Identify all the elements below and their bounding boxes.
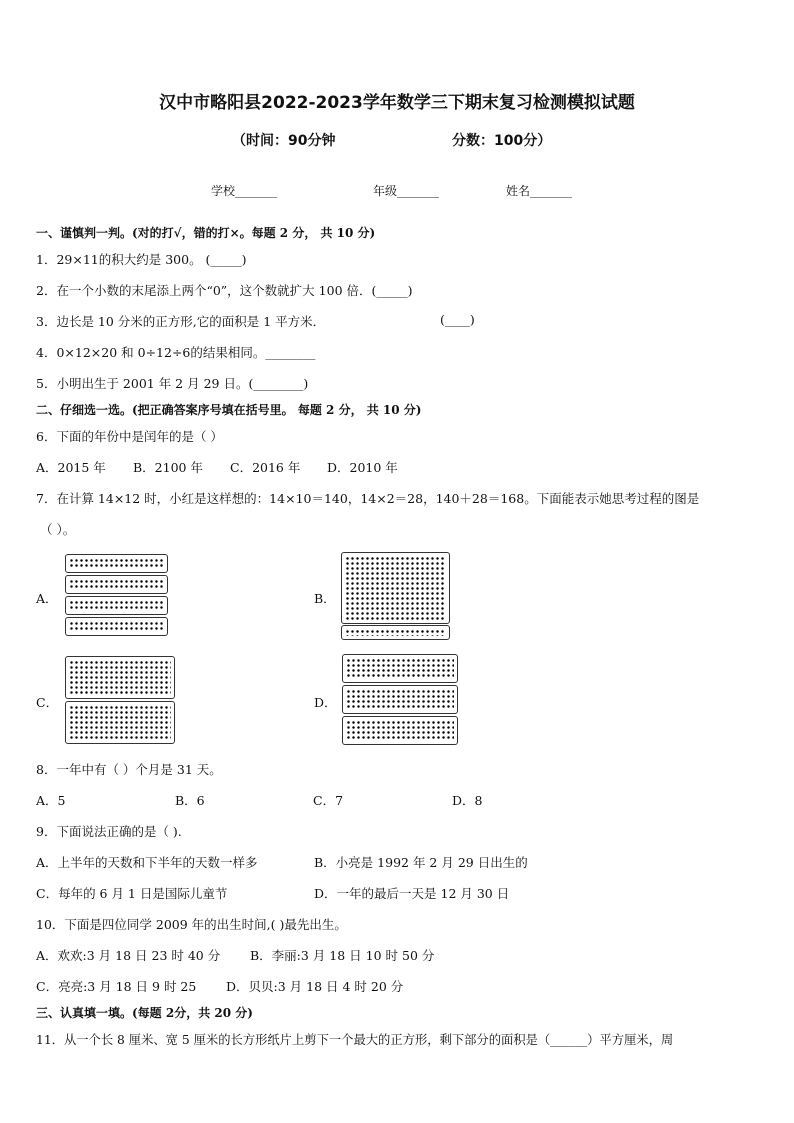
q9-option-d: D．一年的最后一天是 12 月 30 日	[314, 886, 510, 901]
q6-option-d: D．2010 年	[327, 460, 398, 475]
q9-option-c: C．每年的 6 月 1 日是国际儿童节	[36, 886, 228, 901]
exam-time: （时间：90分钟	[232, 133, 336, 149]
q10-option-b: B．李丽:3 月 18 日 10 时 50 分	[250, 948, 435, 963]
q10-option-d: D．贝贝:3 月 18 日 4 时 20 分	[226, 979, 404, 994]
q8-option-a: A．5	[36, 793, 66, 808]
q8-option-b: B．6	[175, 793, 205, 808]
q7-label-b: B．	[314, 591, 336, 606]
q9-option-b: B．小亮是 1992 年 2 月 29 日出生的	[314, 855, 528, 870]
dot-block	[65, 656, 175, 699]
dot-block	[342, 716, 458, 745]
question-4: 4．0×12×20 和 0÷12÷6的结果相同。________	[36, 345, 316, 360]
question-1: 1．29×11的积大约是 300。 (_____)	[36, 252, 247, 267]
question-9: 9．下面说法正确的是（ ).	[36, 824, 182, 839]
question-3-blank: (____)	[440, 312, 475, 327]
q10-option-a: A．欢欢:3 月 18 日 23 时 40 分	[36, 948, 221, 963]
dot-block	[342, 654, 458, 683]
q6-option-b: B．2100 年	[133, 460, 203, 475]
q6-option-c: C．2016 年	[230, 460, 301, 475]
q10-option-c: C．亮亮:3 月 18 日 9 时 25	[36, 979, 197, 994]
question-7: 7．在计算 14×12 时，小红是这样想的：14×10＝140，14×2＝28，140＋28＝168。下面能表示她思考过程的图是	[36, 491, 700, 506]
dot-strip	[65, 575, 168, 594]
question-6: 6．下面的年份中是闰年的是（ ）	[36, 429, 223, 444]
q9-option-a: A．上半年的天数和下半年的天数一样多	[36, 855, 258, 870]
school-field: 学校_______	[211, 184, 278, 198]
question-5: 5．小明出生于 2001 年 2 月 29 日。(________)	[36, 376, 309, 391]
dot-block	[341, 552, 450, 624]
section3-heading: 三、认真填一填。(每题 2分，共 20 分)	[36, 1006, 253, 1020]
question-10: 10．下面是四位同学 2009 年的出生时间,( )最先出生。	[36, 917, 347, 932]
dot-strip	[65, 617, 168, 636]
dot-block	[342, 685, 458, 714]
section2-heading: 二、仔细选一选。(把正确答案序号填在括号里。 每题 2 分， 共 10 分)	[36, 403, 422, 417]
question-8: 8．一年中有（ ）个月是 31 天。	[36, 762, 222, 777]
dot-block	[65, 701, 175, 744]
q7-label-a: A．	[36, 591, 58, 606]
question-11: 11．从一个长 8 厘米、宽 5 厘米的长方形纸片上剪下一个最大的正方形，剩下部分的面积是（______）平方厘米，周	[36, 1033, 674, 1047]
grade-field: 年级_______	[373, 184, 440, 198]
page-title: 汉中市略阳县2022-2023学年数学三下期末复习检测模拟试题	[159, 93, 635, 113]
question-7-blank: （ ）。	[40, 522, 76, 537]
section1-heading: 一、谨慎判一判。(对的打√，错的打×。每题 2 分， 共 10 分)	[36, 226, 376, 240]
q7-label-d: D．	[314, 695, 337, 710]
q6-option-a: A．2015 年	[36, 460, 106, 475]
dot-strip	[341, 625, 450, 640]
q8-option-c: C．7	[313, 793, 344, 808]
question-2: 2．在一个小数的末尾添上两个“0”，这个数就扩大 100 倍．(_____)	[36, 283, 413, 298]
exam-score: 分数：100分）	[452, 133, 552, 149]
q8-option-d: D．8	[452, 793, 483, 808]
q7-label-c: C．	[36, 695, 59, 710]
question-3: 3．边长是 10 分米的正方形,它的面积是 1 平方米．	[36, 314, 326, 329]
dot-strip	[65, 596, 168, 615]
dot-strip	[65, 554, 168, 573]
name-field: 姓名_______	[506, 184, 573, 198]
